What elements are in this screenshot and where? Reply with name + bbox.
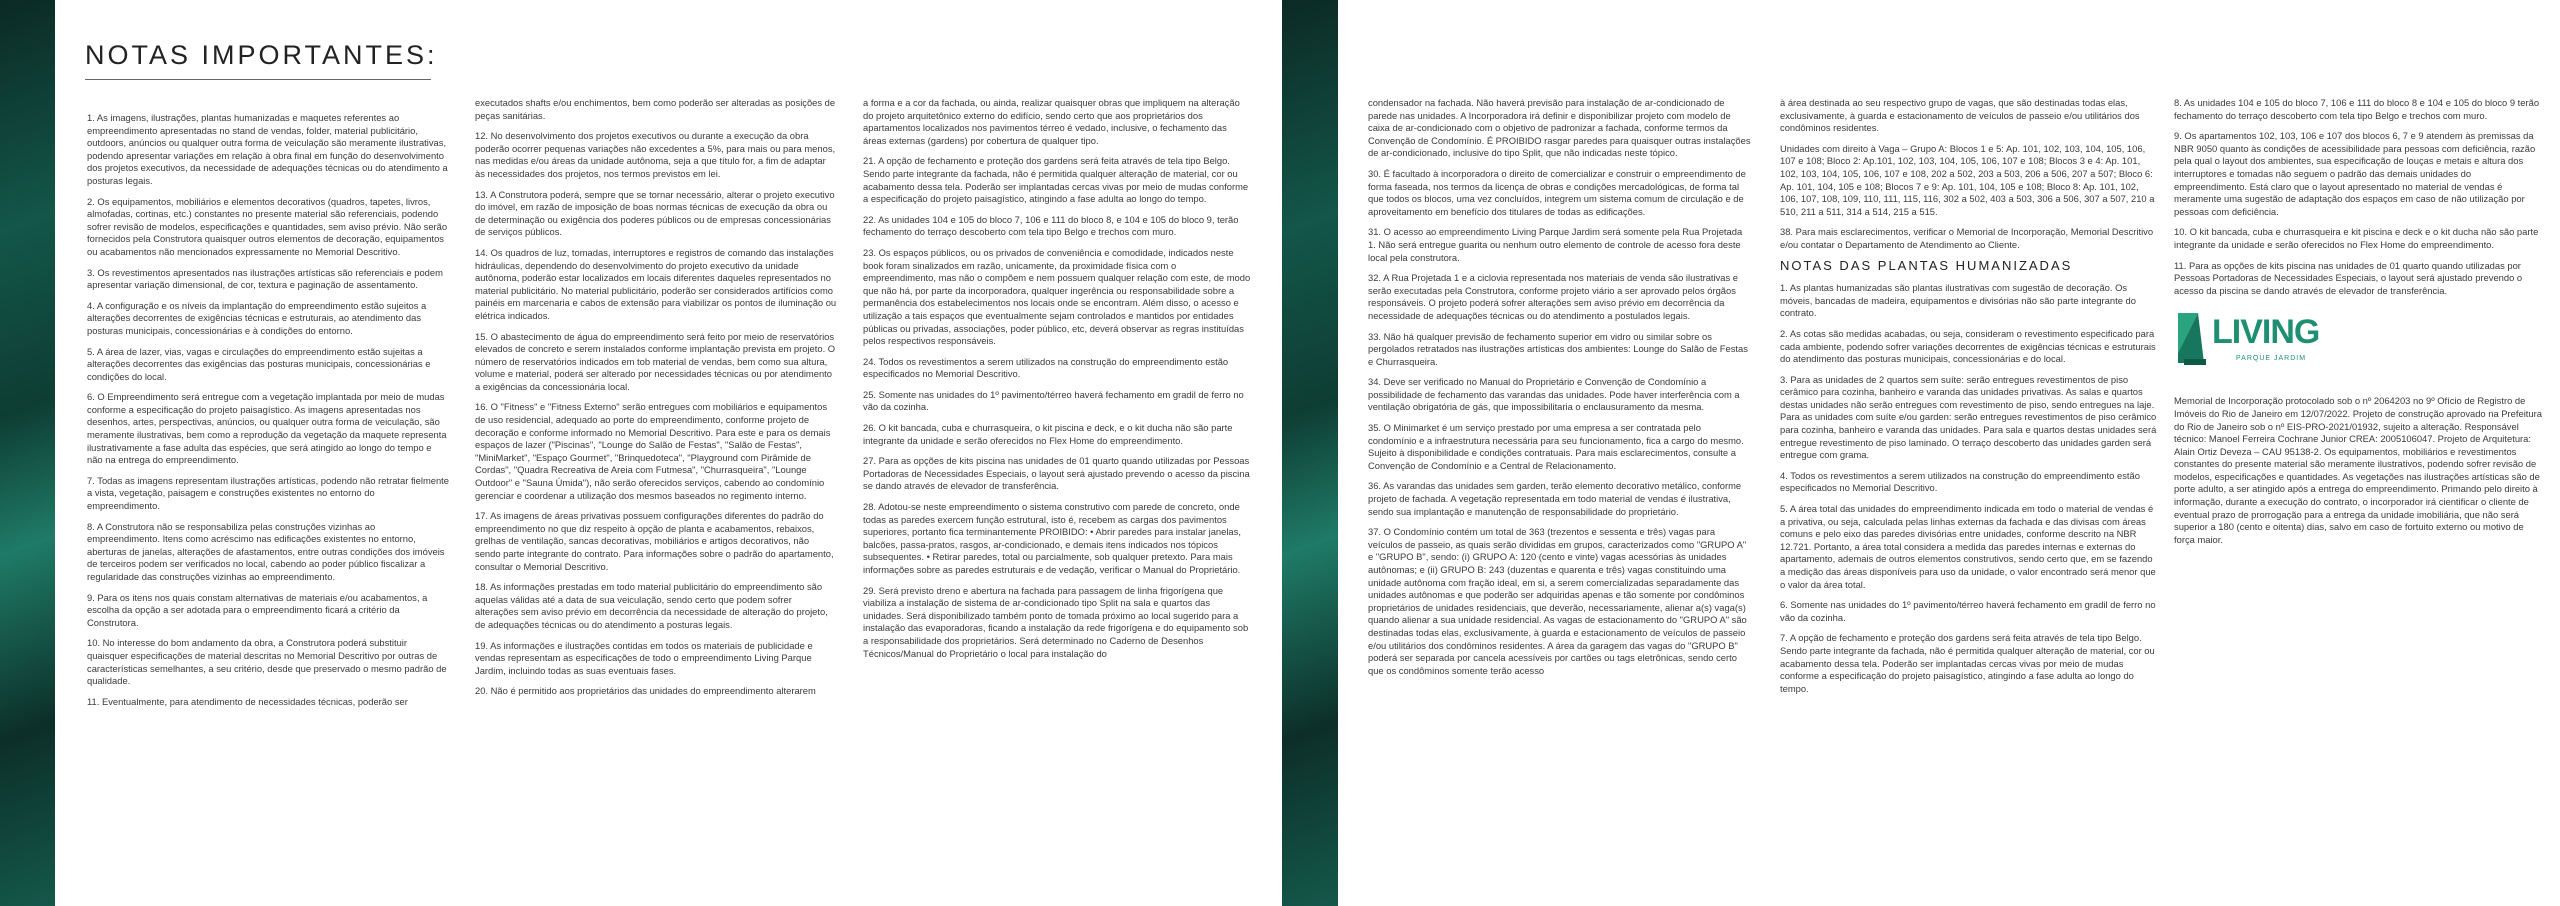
note-paragraph: 6. Somente nas unidades do 1º pavimento/térreo haverá fechamento em gradil de ferro no vão da cozinha. — [1780, 599, 2156, 623]
note-paragraph: 12. No desenvolvimento dos projetos executivos ou durante a execução da obra poderão ocorrer pequenas variações não excedentes a 5%, para mais ou para menos, nas medidas e/ou áreas da unidade autônoma, seja a que título for, a fim de adaptar às necessidades dos projetos, nos termos previstos em lei. — [475, 130, 836, 179]
note-paragraph: 2. Os equipamentos, mobiliários e elementos decorativos (quadros, tapetes, livros, almofadas, cortinas, etc.) constantes no presente material são referenciais, podendo sofrer revisão de modelos, especificações e quantidades, sem aviso prévio. Não serão fornecidos pela Construtora quaisquer outros elementos de decoração, equipamentos ou acabamentos não mencionados expressamente no Memorial Descritivo. — [87, 195, 448, 257]
note-paragraph: 23. Os espaços públicos, ou os privados de conveniência e comodidade, indicados neste book foram sinalizados em razão, unicamente, da proximidade física com o empreendimento, mas não o compõem e nem possuem qualquer relação com este, de modo que não há, por parte da incorporadora, qualquer ingerência ou responsabilidade sobre a permanência dos estabelecimentos nos locais onde se encontram. Além disso, o acesso e utilização a tais espaços que eventualmente sejam controlados e mantidos por entidades públicas ou privadas, associações, poder público, etc, deverá observar as regras instituídas pelos respectivos responsáveis. — [863, 246, 1251, 347]
note-paragraph: 9. Os apartamentos 102, 103, 106 e 107 dos blocos 6, 7 e 9 atendem às premissas da NBR 9050 quanto às condições de acessibilidade para pessoas com deficiência, razão pela qual o layout dos ambientes, sua especificação de louças e metais e altura dos interruptores e tomadas não seguem o padrão das demais unidades do empreendimento. Está claro que o layout apresentado no material de vendas é meramente uma sugestão de adaptação dos espaços em caso de não utilização por pessoas com deficiência. — [2174, 130, 2536, 217]
note-paragraph: 11. Eventualmente, para atendimento de necessidades técnicas, poderão ser — [87, 695, 408, 707]
note-paragraph: 4. Todos os revestimentos a serem utilizados na construção do empreendimento estão especificados no Memorial Descritivo. — [1780, 469, 2140, 494]
note-paragraph: 36. As varandas das unidades sem garden, terão elemento decorativo metálico, conforme projeto de fachada. A vegetação representada em todo material de vendas é ilustrativa, sendo sua implantação e manutenção de responsabilidade do proprietário. — [1368, 480, 1742, 517]
notes-column-2 — [475, 97, 837, 706]
legal-text: Memorial de Incorporação protocolado sob o nº 2064203 no 9º Ofício de Registro de Imóveis do Rio de Janeiro em 12/07/2022. Projeto de construção aprovado na Prefeitura do Rio de Janeiro sob o nº EIS-PRO-2021/01932, sujeito a alteração. Responsável técnico: Manoel Ferreira Cochrane Junior CREA: 2005106047. Projeto de Arquitetura: Alain Ortiz Deveza – CAU 95138-2. Os equipamentos, mobiliários e revestimentos constantes do presente material são meramente ilustrativos, podendo sofrer revisão de modelos, especificações e quantidades. As vegetações nas ilustrações artísticas são de porte adulto, a ser atingido após a entrega do empreendimento. Primando pelo direito à informação, durante a execução do contrato, o incorporador irá cientificar o cliente de eventual prazo de prorrogação para a entrega da unidade imobiliária, que não será superior a 180 (cento e oitenta) dias, salvo em caso de fortuito externo ou motivo de força maior. — [2174, 395, 2542, 545]
note-paragraph: 10. O kit bancada, cuba e churrasqueira e kit piscina e deck e o kit ducha não são parte integrante da unidade e serão oferecidos no Flex Home do empreendimento. — [2174, 226, 2539, 250]
title-underline — [85, 79, 431, 80]
note-paragraph: 37. O Condomínio contém um total de 363 (trezentos e sessenta e três) vagas para veículos de passeio, as quais serão divididas em grupos, caracterizados como "GRUPO A" e "GRUPO B", sendo: (i) GRUPO A: 120 (cento e vinte) vagas acessórias às unidades autônomas; e (ii) GRUPO B: 243 (duzentas e quarenta e três) vagas constituindo uma unidade autônoma com fração ideal, em si, a serem comercializadas separadamente das unidades autônomas e que poderão ser adquiridas apenas e tão somente por condôminos proprietários de unidades residenciais, que deverão, necessariamente, alienar a(s) vaga(s) quando alienar a sua unidade residencial. As vagas de estacionamento do "GRUPO A" são destinadas todas elas, exclusivamente, à guarda e estacionamento de veículos de passeio e/ou utilitários dos condôminos residentes. A área da garagem das vagas do "GRUPO B" poderá ser separada por cancela acessíveis por cartões ou tags eletrônicas, sendo certo que os condôminos somente terão acesso — [1368, 526, 1747, 676]
note-paragraph: 17. As imagens de áreas privativas possuem configurações diferentes do padrão do empreendimento no que diz respeito à opção de planta e acabamentos, rebaixos, grelhas de ventilação, sancas decorativas, mobiliários e artigos decorativos, não sendo parte integrante do contrato. Para informações sobre o padrão do apartamento, consultar o Memorial Descritivo. — [475, 510, 834, 572]
notes-column-6-notes — [2174, 97, 2546, 297]
note-paragraph: 35. O Minimarket é um serviço prestado por uma empresa a ser contratada pelo condomínio e a infraestrutura necessária para seu funcionamento, fica a cargo do mesmo. Sujeito à disponibilidade e condições contratuais. Para mais esclarecimentos, consulte a Convenção de Condomínio e a Central de Relacionamento. — [1368, 422, 1744, 471]
logo-mark-icon — [2174, 309, 2210, 367]
note-paragraph: executados shafts e/ou enchimentos, bem como poderão ser alteradas as posições de peças sanitárias. — [475, 97, 836, 121]
decorative-green-strip-center — [1282, 0, 1338, 906]
notes-column-1 — [87, 112, 449, 716]
note-paragraph: 8. As unidades 104 e 105 do bloco 7, 106 e 111 do bloco 8 e 104 e 105 do bloco 9 terão fechamento do terraço descoberto com tela tipo Belgo e trechos com muro. — [2174, 97, 2540, 121]
note-paragraph: 20. Não é permitido aos proprietários das unidades do empreendimento alterarem — [475, 685, 816, 697]
note-paragraph: 5. A área total das unidades do empreendimento indicada em todo o material de vendas é a privativa, ou seja, calculada pelas linhas externas da fachada e das divisas com áreas comuns e pelo eixo das paredes divisórias entre unidades, conforme descrito na NBR 12.721. Portanto, a área total considera a medida das paredes internas e externas do apartamento, ademais de outros elementos construtivos, sendo certo que, em se fazendo a medição das áreas disponíveis para uso da unidade, o valor encontrado será menor que o valor da área total. — [1780, 503, 2156, 590]
note-paragraph: 27. Para as opções de kits piscina nas unidades de 01 quarto quando utilizadas por Pessoas Portadoras de Necessidades Especiais, o layout será ajustado prevendo o acesso da piscina se dando através de elevador de transferência. — [863, 455, 1250, 492]
note-paragraph: 16. O "Fitness" e "Fitness Externo" serão entregues com mobiliários e equipamentos de uso residencial, adequado ao porte do empreendimento, conforme projeto de decoração e conforme informado no Memorial Descritivo. Para este e para os demais espaços de lazer ("Piscinas", "Lounge do Salão de Festas", "Salão de Festas", "MiniMarket", "Espaço Gourmet", "Brinquedoteca", "Playground com Pirâmide de Cordas", "Quadra Recreativa de Areia com Futmesa", "Churrasqueira", "Lounge Outdoor" e "Sauna Úmida"), não serão oferecidos serviços, cabendo ao condomínio gerenciar e coordenar a utilização dos mesmos baseados no regimento interno. — [475, 401, 831, 501]
note-paragraph: 14. Os quadros de luz, tomadas, interruptores e registros de comando das instalações hidráulicas, dependendo do desenvolvimento do projeto executivo da unidade autônoma, poderão estar localizados em locais diferentes daqueles representados no material publicitário. No material publicitário, poderão ser considerados artifícios como painéis em marcenaria e cabos de extensão para viabilizar os pontos de iluminação ou elétrica indicados. — [475, 246, 837, 321]
note-paragraph: 22. As unidades 104 e 105 do bloco 7, 106 e 111 do bloco 8, e 104 e 105 do bloco 9, terão fechamento do terraço descoberto com tela tipo Belgo e trechos com muro. — [863, 213, 1239, 238]
note-paragraph: 10. No interesse do bom andamento da obra, a Construtora poderá substituir quaisquer especificações de material descritas no Memorial Descritivo por outras de características semelhantes, a seu critério, desde que preservado o mesmo padrão de qualidade. — [87, 637, 447, 687]
note-paragraph: 9. Para os itens nos quais constam alternativas de materiais e/ou acabamentos, a escolha da opção a ser adotada para o empreendimento ficará a critério da Construtora. — [87, 591, 428, 628]
note-paragraph: 33. Não há qualquer previsão de fechamento superior em vidro ou similar sobre os pergolados retratados nas ilustrações artísticas dos ambientes: Lounge do Salão de Festas e Churrasqueira. — [1368, 330, 1748, 367]
note-paragraph: 5. A área de lazer, vias, vagas e circulações do empreendimento estão sujeitas a alterações decorrentes das exigências das posturas municipais, concessionárias e condições do local. — [87, 345, 431, 382]
note-paragraph: 2. As cotas são medidas acabadas, ou seja, consideram o revestimento especificado para cada ambiente, podendo sofrer variações decorrentes de exigências técnicas e estruturais do atendimento das posturas municipais, concessionárias e do local. — [1780, 327, 2156, 365]
note-paragraph: 18. As informações prestadas em todo material publicitário do empreendimento são aquelas válidas até a data de sua veiculação, sendo certo que podem sofrer alterações sem aviso prévio em decorrência da necessidade de alteração do projeto, de adequações técnicas ou do atendimento a posturas legais. — [475, 581, 828, 630]
note-paragraph: 1. As plantas humanizadas são plantas ilustrativas com sugestão de decoração. Os móveis, bancadas de madeira, equipamentos e divisórias não são parte integrante do contrato. — [1780, 282, 2136, 319]
note-paragraph: 24. Todos os revestimentos a serem utilizados na construção do empreendimento estão especificados no Memorial Descritivo. — [863, 355, 1229, 380]
note-paragraph: 8. A Construtora não se responsabiliza pelas construções vizinhas ao empreendimento. Itens como acréscimo nas edificações existentes no entorno, aberturas de janelas, alterações de afastamentos, entre outras condições dos imóveis de terceiros podem ser verificados no local, cabendo ao poder público fiscalizar a regularidade das construções vizinhas ao empreendimento. — [87, 520, 445, 582]
section-subtitle: NOTAS DAS PLANTAS HUMANIZADAS — [1780, 257, 2073, 273]
note-paragraph: 3. Os revestimentos apresentados nas ilustrações artísticas são referenciais e podem apresentar variação dimensional, de cor, textura e paginação de assentamento. — [87, 266, 443, 291]
note-paragraph: 19. As informações e ilustrações contidas em todos os materiais de publicidade e vendas representam as especificações de todo o empreendimento Living Parque Jardim, incluindo todas as suas eventuais fases. — [475, 639, 813, 676]
notes-column-5-bottom — [1780, 282, 2158, 695]
page-title: NOTAS IMPORTANTES: — [85, 40, 438, 70]
left-page — [55, 0, 1282, 906]
notes-column-6 — [2174, 97, 2546, 546]
notes-column-5 — [1780, 97, 2158, 703]
note-paragraph: 13. A Construtora poderá, sempre que se tornar necessário, alterar o projeto executivo do imóvel, em razão de imposição de boas normas técnicas de execução da obra ou de determinação ou exigência dos poderes públicos ou de empresas concessionárias de serviços públicos. — [475, 188, 835, 238]
note-paragraph: Unidades com direito à Vaga – Grupo A: Blocos 1 e 5: Ap. 101, 102, 103, 104, 105, 106, 107 e 108; Bloco 2: Ap.101, 102, 103, 104, 105, 106, 107 e 108; Blocos 3 e 4: Ap. 101, 102, 103, 104, 105, 106, 107 e 108, 202 a 502, 203 a 503, 206 a 506, 207 a 507; Bloco 6: Ap. 101, 104, 105 e 108; Blocos 7 e 9: Ap. 101, 104, 105 e 108; Bloco 8: Ap. 101, 102, 106, 107, 108, 109, 110, 111, 115, 116, 302 a 502, 403 a 503, 306 a 506, 307 a 507, 210 a 510, 211 a 511, 314 a 514, 215 a 515. — [1780, 142, 2155, 217]
note-paragraph: 15. O abastecimento de água do empreendimento será feito por meio de reservatórios elevados de concreto e serem instalados conforme implantação prevista em projeto. O número de reservatórios indicados em tob material de vendas, bem como sua altura, volume e material, poderá ser alterado por necessidades técnicas ou por atendimento a exigências da concessionária local. — [475, 330, 836, 392]
logo-word: LIVING — [2212, 313, 2320, 352]
decorative-green-strip-left — [0, 0, 55, 906]
logo-tagline: PARQUE JARDIM — [2236, 355, 2307, 363]
notes-column-3 — [863, 97, 1251, 668]
note-paragraph: a forma e a cor da fachada, ou ainda, realizar quaisquer obras que impliquem na alteração do projeto arquitetônico externo do edifício, sendo certo que aos proprietários dos apartamentos localizados nos pavimentos térreo é vedado, inclusive, o fechamento das áreas externas (gardens) por cobertura de qualquer tipo. — [863, 97, 1240, 146]
note-paragraph: 25. Somente nas unidades do 1º pavimento/térreo haverá fechamento em gradil de ferro no vão da cozinha. — [863, 388, 1244, 413]
note-paragraph: 11. Para as opções de kits piscina nas unidades de 01 quarto quando utilizadas por Pessoas Portadoras de Necessidades Especiais, o layout será ajustado prevendo o acesso da piscina se dando através de elevador de transferência. — [2174, 259, 2523, 296]
note-paragraph: 30. É facultado à incorporadora o direito de comercializar e construir o empreendimento de forma faseada, nos termos da licença de obras e condições mercadológicas, de forma tal que todos os blocos, uma vez concluídos, integrem um sistema comum de circulação e de aproveitamento em benefício dos titulares de todas as edificações. — [1368, 167, 1746, 217]
notes-column-4 — [1368, 97, 1752, 685]
note-paragraph: 21. A opção de fechamento e proteção dos gardens será feita através de tela tipo Belgo. Sendo parte integrante da fachada, não é permitida qualquer alteração de material, cor ou acabamento dessa tela. Poderão ser implantadas cercas vivas por meio de mudas conforme a especificação do projeto paisagístico, atingindo a fase adulta ao longo do tempo. — [863, 155, 1249, 205]
note-paragraph: 4. A configuração e os níveis da implantação do empreendimento estão sujeitos a alterações decorrentes de exigências técnicas e estruturais, ao atendimento das posturas municipais, concessionárias e à condições do entorno. — [87, 299, 427, 336]
note-paragraph: 1. As imagens, ilustrações, plantas humanizadas e maquetes referentes ao empreendimento apresentadas no stand de vendas, folder, material publicitário, outdoors, anúncios ou qualquer outra forma de veiculação são meramente ilustrativas, podendo apresentar variações em relação à obra final em função do desenvolvimento dos projetos executivos, da necessidade de adequações técnicas ou do atendimento a posturas legais. — [87, 112, 448, 186]
right-page — [1338, 0, 2560, 906]
note-paragraph: à área destinada ao seu respectivo grupo de vagas, que são destinadas todas elas, exclusivamente, à guarda e estacionamento de veículos de passeio e/ou utilitários dos condôminos residentes. — [1780, 97, 2140, 134]
note-paragraph: 26. O kit bancada, cuba e churrasqueira, o kit piscina e deck, e o kit ducha não são parte integrante da unidade e serão oferecidos no Flex Home do empreendimento. — [863, 422, 1233, 446]
note-paragraph: 6. O Empreendimento será entregue com a vegetação implantada por meio de mudas conforme a especificação do projeto paisagístico. As imagens apresentadas nos desenhos, artes, perspectivas, anúncios, ou qualquer outra forma de veiculação, são meramente ilustrativas, bem como a reprodução da vegetação da maquete representa ilustrativamente a fase adulta das espécies, que será atingido ao longo do tempo e não na entrega do empreendimento. — [87, 391, 447, 466]
note-paragraph: 34. Deve ser verificado no Manual do Proprietário e Convenção de Condomínio a possibilidade de fechamento das varandas das unidades. Pode haver interferência com a ventilação obrigatória de gás, que impossibilitaria o enclausuramento da mesma. — [1368, 376, 1740, 413]
note-paragraph: condensador na fachada. Não haverá previsão para instalação de ar-condicionado de parede nas unidades. A Incorporadora irá definir e disponibilizar projeto com modelo de caixa de ar-condicionado com o objetivo de padronizar a fachada, conforme termos da Convenção de Condomínio. É PROIBIDO rasgar paredes para quaisquer outras instalações de ar-condicionado, inclusive do tipo Split, que não indicadas neste tópico. — [1368, 97, 1751, 159]
living-logo — [2174, 309, 2546, 379]
note-paragraph: 32. A Rua Projetada 1 e a ciclovia representada nos materiais de venda são ilustrativas e serão executadas pela Construtora, conforme projeto viário a ser aprovado pelos órgãos responsáveis. O projeto poderá sofrer alterações sem aviso prévio em decorrência da necessidade de adequações técnicas ou do atendimento a postulados legais. — [1368, 272, 1739, 321]
note-paragraph: 7. Todas as imagens representam ilustrações artísticas, podendo não retratar fielmente a vista, vegetação, paisagem e construções existentes no entorno do empreendimento. — [87, 474, 449, 512]
notes-column-5-top — [1780, 97, 2158, 252]
note-paragraph: 38. Para mais esclarecimentos, verificar o Memorial de Incorporação, Memorial Descritivo e/ou contatar o Departamento de Atendimento ao Cliente. — [1780, 226, 2154, 250]
note-paragraph: 31. O acesso ao empreendimento Living Parque Jardim será somente pela Rua Projetada 1. Não será entregue guarita ou nenhum outro elemento de controle de acesso fora deste local pela construtora. — [1368, 226, 1743, 263]
note-paragraph: 29. Será previsto dreno e abertura na fachada para passagem de linha frigorígena que viabiliza a instalação de sistema de ar-condicionado tipo Split na sala e quartos das unidades. Será disponibilizado também ponto de tomada próximo ao local sugerido para a instalação das evaporadoras, ficando a instalação da rede frigorígena e do equipamento sob a responsabilidade dos proprietários. Será determinado no Caderno de Desenhos Técnicos/Manual do Proprietário o local para instalação do — [863, 584, 1249, 659]
note-paragraph: 3. Para as unidades de 2 quartos sem suíte: serão entregues revestimentos de piso cerâmico para cozinha, banheiro e varanda das unidades privativas. As salas e quartos destas unidades não serão entregues com revestimento de piso, sendo entregues na laje. Para as unidades com suíte e/ou garden: serão entregues revestimentos de piso cerâmico para cozinha, banheiro e varanda das unidades. Para sala e quartos destas unidades será entregue revestimento de piso laminado. O terraço descoberto das unidades garden será entregue com grama. — [1780, 373, 2157, 461]
note-paragraph: 28. Adotou-se neste empreendimento o sistema construtivo com parede de concreto, onde todas as paredes exercem função estrutural, isto é, recebem as cargas dos pavimentos superiores, portanto fica terminantemente PROIBIDO: • Abrir paredes para instalar janelas, balcões, passa-pratos, rasgos, ar-condicionado, e demais itens indicados nos tópicos subsequentes. • Retirar paredes, total ou parcialmente, sob qualquer pretexto. Para mais informações sobre as paredes estruturais e de vedação, verificar o Manual do Proprietário. — [863, 501, 1241, 575]
note-paragraph: 7. A opção de fechamento e proteção dos gardens será feita através de tela tipo Belgo. Sendo parte integrante da fachada, não é permitida qualquer alteração de material, cor ou acabamento dessa tela. Poderão ser implantadas cercas vivas por meio de mudas conforme a especificação do projeto paisagístico, atingindo a fase adulta ao longo do tempo. — [1780, 632, 2155, 694]
